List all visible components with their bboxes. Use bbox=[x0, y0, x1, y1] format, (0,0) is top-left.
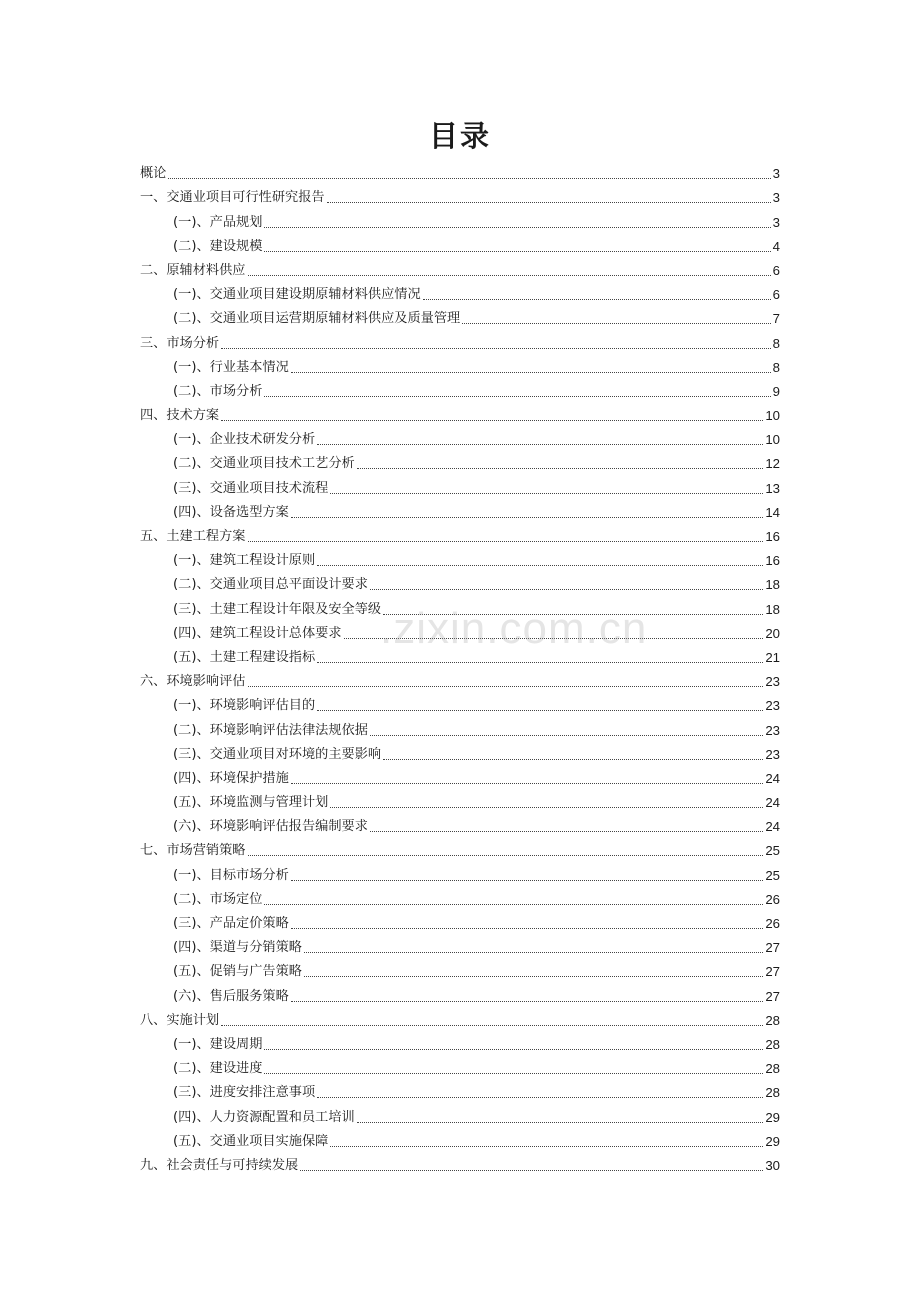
toc-dot-leader bbox=[291, 1001, 764, 1002]
toc-entry[interactable] bbox=[140, 474, 780, 498]
toc-entry-page-number: 24 bbox=[765, 770, 780, 786]
toc-entry-label: 五、土建工程方案 bbox=[140, 529, 246, 544]
toc-entry[interactable] bbox=[140, 184, 780, 208]
toc-entry-page-number: 18 bbox=[765, 601, 780, 617]
toc-entry[interactable] bbox=[140, 499, 780, 523]
toc-entry-page-number: 27 bbox=[765, 988, 780, 1004]
toc-entry-page-number: 23 bbox=[765, 722, 780, 738]
toc-entry[interactable] bbox=[140, 910, 780, 934]
toc-entry-page-number: 24 bbox=[765, 819, 780, 835]
toc-entry-page-number: 10 bbox=[765, 408, 780, 424]
toc-dot-leader bbox=[291, 783, 764, 784]
watermark-text: .zixin.com.cn bbox=[380, 604, 648, 653]
toc-entry-label: 七、市场营销策略 bbox=[140, 843, 246, 859]
toc-entry[interactable] bbox=[140, 1007, 780, 1031]
toc-entry-label: (四)、设备选型方案 bbox=[173, 504, 289, 520]
toc-entry-label: (二)、交通业项目技术工艺分析 bbox=[173, 456, 355, 472]
toc-dot-leader bbox=[221, 348, 771, 349]
toc-entry[interactable] bbox=[140, 402, 780, 426]
page-title: 目录 bbox=[428, 119, 491, 153]
toc-dot-leader bbox=[357, 1122, 764, 1123]
toc-dot-leader bbox=[462, 323, 770, 324]
toc-entry-label: (三)、交通业项目技术流程 bbox=[173, 480, 329, 496]
toc-dot-leader bbox=[304, 976, 763, 977]
toc-entry-page-number: 3 bbox=[772, 214, 780, 230]
toc-entry-page-number: 13 bbox=[765, 480, 780, 496]
toc-entry-label: (二)、交通业项目运营期原辅材料供应及质量管理 bbox=[173, 311, 461, 327]
toc-dot-leader bbox=[317, 565, 763, 566]
toc-entry-page-number: 21 bbox=[765, 649, 780, 665]
toc-dot-leader bbox=[304, 952, 763, 953]
toc-entry-page-number: 25 bbox=[765, 843, 780, 859]
toc-entry-page-number: 26 bbox=[765, 891, 780, 907]
toc-entry-page-number: 27 bbox=[765, 940, 780, 956]
toc-entry[interactable] bbox=[140, 692, 780, 716]
toc-dot-leader bbox=[248, 541, 764, 542]
toc-entry-label: (二)、环境影响评估法律法规依据 bbox=[173, 722, 368, 738]
toc-entry-label: (五)、土建工程建设指标 bbox=[173, 649, 316, 665]
toc-dot-leader bbox=[330, 493, 763, 494]
toc-entry-page-number: 28 bbox=[765, 1036, 780, 1052]
toc-dot-leader bbox=[264, 1049, 763, 1050]
toc-entry-page-number: 6 bbox=[772, 287, 780, 303]
toc-entry-page-number: 8 bbox=[772, 335, 780, 351]
toc-entry[interactable] bbox=[140, 1103, 780, 1127]
toc-entry[interactable] bbox=[140, 233, 780, 257]
toc-entry[interactable] bbox=[140, 354, 780, 378]
toc-entry[interactable] bbox=[140, 765, 780, 789]
toc-dot-leader bbox=[344, 638, 764, 639]
toc-dot-leader bbox=[291, 372, 771, 373]
toc-entry-label: (二)、建设进度 bbox=[173, 1061, 263, 1077]
toc-dot-leader bbox=[330, 807, 763, 808]
toc-dot-leader bbox=[248, 855, 764, 856]
toc-entry-label: (二)、建设规模 bbox=[173, 238, 263, 254]
toc-entry-label: 三、市场分析 bbox=[140, 335, 220, 351]
toc-entry[interactable] bbox=[140, 620, 780, 644]
toc-entry[interactable] bbox=[140, 668, 780, 692]
toc-entry-label: 九、社会责任与可持续发展 bbox=[140, 1157, 299, 1173]
toc-entry-label: (六)、环境影响评估报告编制要求 bbox=[173, 819, 368, 835]
toc-entry[interactable] bbox=[140, 837, 780, 861]
toc-entry-label: (五)、交通业项目实施保障 bbox=[173, 1133, 329, 1149]
toc-entry-label: (四)、渠道与分销策略 bbox=[173, 940, 302, 956]
toc-entry-page-number: 25 bbox=[765, 867, 780, 883]
toc-entry-label: (四)、建筑工程设计总体要求 bbox=[173, 625, 342, 641]
toc-dot-leader bbox=[221, 1025, 763, 1026]
toc-dot-leader bbox=[168, 178, 770, 179]
toc-entry[interactable] bbox=[140, 208, 780, 232]
toc-dot-leader bbox=[264, 227, 770, 228]
toc-entry[interactable] bbox=[140, 644, 780, 668]
toc-entry-label: 八、实施计划 bbox=[140, 1012, 220, 1028]
toc-entry-label: (一)、建筑工程设计原则 bbox=[173, 553, 316, 569]
toc-entry-page-number: 23 bbox=[765, 698, 780, 714]
toc-entry[interactable] bbox=[140, 741, 780, 765]
toc-entry-page-number: 27 bbox=[765, 964, 780, 980]
toc-dot-leader bbox=[291, 517, 764, 518]
toc-dot-leader bbox=[370, 831, 763, 832]
toc-entry[interactable] bbox=[140, 886, 780, 910]
toc-entry-page-number: 9 bbox=[772, 383, 780, 399]
toc-entry[interactable] bbox=[140, 571, 780, 595]
toc-entry-label: (一)、建设周期 bbox=[173, 1036, 263, 1052]
toc-entry[interactable] bbox=[140, 1031, 780, 1055]
toc-entry[interactable] bbox=[140, 716, 780, 740]
toc-entry-page-number: 23 bbox=[765, 746, 780, 762]
toc-entry-page-number: 20 bbox=[765, 625, 780, 641]
toc-entry-label: (三)、交通业项目对环境的主要影响 bbox=[173, 746, 382, 762]
toc-entry-page-number: 28 bbox=[765, 1085, 780, 1101]
toc-entry[interactable] bbox=[140, 1079, 780, 1103]
toc-entry[interactable] bbox=[140, 547, 780, 571]
toc-entry[interactable] bbox=[140, 958, 780, 982]
toc-entry-page-number: 6 bbox=[772, 262, 780, 278]
toc-entry-label: (一)、目标市场分析 bbox=[173, 867, 289, 883]
toc-entry-page-number: 16 bbox=[765, 553, 780, 569]
toc-dot-leader bbox=[327, 202, 771, 203]
toc-entry-label: (三)、土建工程设计年限及安全等级 bbox=[173, 601, 382, 617]
toc-dot-leader bbox=[300, 1170, 763, 1171]
toc-entry-label: (二)、市场分析 bbox=[173, 383, 263, 399]
toc-entry-label: (三)、产品定价策略 bbox=[173, 916, 289, 931]
toc-entry-page-number: 16 bbox=[765, 529, 780, 544]
toc-dot-leader bbox=[383, 614, 763, 615]
toc-dot-leader bbox=[248, 686, 764, 687]
toc-entry-page-number: 24 bbox=[765, 795, 780, 811]
toc-entry[interactable] bbox=[140, 1055, 780, 1079]
toc-entry-page-number: 12 bbox=[765, 456, 780, 472]
toc-entry-label: (二)、市场定位 bbox=[173, 891, 263, 907]
toc-entry-page-number: 23 bbox=[765, 674, 780, 690]
toc-entry[interactable] bbox=[140, 1152, 780, 1176]
toc-entry-page-number: 26 bbox=[765, 916, 780, 931]
toc-entry[interactable] bbox=[140, 982, 780, 1006]
toc-dot-leader bbox=[264, 396, 770, 397]
toc-dot-leader bbox=[423, 299, 771, 300]
toc-dot-leader bbox=[317, 444, 763, 445]
toc-entry-label: (五)、环境监测与管理计划 bbox=[173, 795, 329, 811]
toc-entry[interactable] bbox=[140, 281, 780, 305]
toc-entry-label: 一、交通业项目可行性研究报告 bbox=[140, 190, 325, 206]
toc-dot-leader bbox=[221, 420, 763, 421]
toc-entry[interactable] bbox=[140, 1128, 780, 1152]
toc-entry-label: (四)、人力资源配置和员工培训 bbox=[173, 1109, 355, 1125]
toc-entry-label: 四、技术方案 bbox=[140, 408, 220, 424]
toc-entry[interactable] bbox=[140, 257, 780, 281]
toc-dot-leader bbox=[264, 251, 770, 252]
toc-entry[interactable] bbox=[140, 595, 780, 619]
toc-entry-label: (四)、环境保护措施 bbox=[173, 770, 289, 786]
toc-entry-page-number: 3 bbox=[772, 190, 780, 206]
toc-entry-label: 概论 bbox=[140, 166, 167, 182]
toc-entry-page-number: 18 bbox=[765, 577, 780, 593]
toc-entry-page-number: 29 bbox=[765, 1133, 780, 1149]
toc-entry-label: (一)、交通业项目建设期原辅材料供应情况 bbox=[173, 287, 421, 303]
toc-entry[interactable] bbox=[140, 426, 780, 450]
toc-entry-page-number: 29 bbox=[765, 1109, 780, 1125]
toc-entry[interactable] bbox=[140, 934, 780, 958]
toc-entry-page-number: 4 bbox=[772, 238, 780, 254]
toc-dot-leader bbox=[264, 904, 763, 905]
toc-entry-page-number: 8 bbox=[772, 359, 780, 375]
toc-entry-page-number: 3 bbox=[772, 166, 780, 182]
toc-entry[interactable] bbox=[140, 305, 780, 329]
toc-dot-leader bbox=[248, 275, 771, 276]
toc-dot-leader bbox=[370, 735, 763, 736]
toc-entry-label: 六、环境影响评估 bbox=[140, 674, 246, 690]
toc-entry-label: (一)、企业技术研发分析 bbox=[173, 432, 316, 448]
toc-entry-page-number: 10 bbox=[765, 432, 780, 448]
toc-entry-label: (一)、行业基本情况 bbox=[173, 359, 289, 375]
toc-dot-leader bbox=[317, 1097, 763, 1098]
toc-entry-page-number: 30 bbox=[765, 1157, 780, 1173]
table-of-contents bbox=[140, 160, 780, 1176]
toc-entry-page-number: 28 bbox=[765, 1061, 780, 1077]
toc-dot-leader bbox=[291, 928, 764, 929]
toc-dot-leader bbox=[370, 589, 763, 590]
toc-dot-leader bbox=[291, 880, 764, 881]
toc-dot-leader bbox=[383, 759, 763, 760]
toc-entry-label: (三)、进度安排注意事项 bbox=[173, 1085, 316, 1101]
toc-entry[interactable] bbox=[140, 450, 780, 474]
toc-dot-leader bbox=[357, 468, 764, 469]
toc-entry-label: (二)、交通业项目总平面设计要求 bbox=[173, 577, 368, 593]
toc-entry[interactable] bbox=[140, 813, 780, 837]
toc-entry-label: (一)、环境影响评估目的 bbox=[173, 698, 316, 714]
toc-entry[interactable] bbox=[140, 523, 780, 547]
toc-entry[interactable] bbox=[140, 329, 780, 353]
toc-dot-leader bbox=[317, 710, 763, 711]
toc-entry-label: (六)、售后服务策略 bbox=[173, 988, 289, 1004]
toc-entry-page-number: 28 bbox=[765, 1012, 780, 1028]
toc-entry[interactable] bbox=[140, 378, 780, 402]
toc-entry-page-number: 14 bbox=[765, 504, 780, 520]
toc-entry-label: (五)、促销与广告策略 bbox=[173, 964, 302, 980]
toc-entry[interactable] bbox=[140, 861, 780, 885]
toc-entry[interactable] bbox=[140, 160, 780, 184]
toc-entry-page-number: 7 bbox=[772, 311, 780, 327]
toc-entry-label: 二、原辅材料供应 bbox=[140, 262, 246, 278]
toc-entry[interactable] bbox=[140, 789, 780, 813]
toc-dot-leader bbox=[264, 1073, 763, 1074]
toc-dot-leader bbox=[317, 662, 763, 663]
toc-dot-leader bbox=[330, 1146, 763, 1147]
toc-entry-label: (一)、产品规划 bbox=[173, 214, 263, 230]
